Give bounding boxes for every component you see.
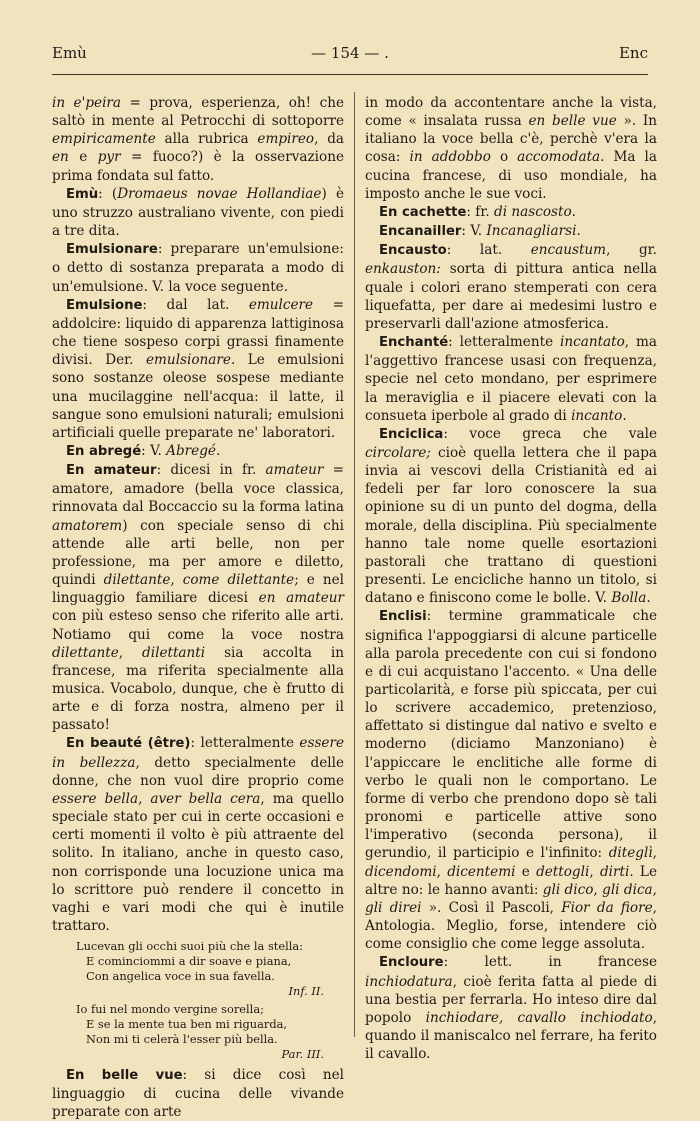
text-run: . bbox=[215, 442, 221, 459]
left-column bbox=[52, 94, 344, 1121]
entry-en-belle-vue bbox=[52, 1066, 344, 1121]
text-run: . Le altre no: le hanno avanti: bbox=[365, 863, 657, 898]
entry-en-cachette bbox=[365, 203, 657, 222]
italic-run: dilettante bbox=[52, 644, 119, 661]
text-run: . bbox=[646, 590, 651, 607]
italic-run: dilettante bbox=[103, 572, 171, 589]
header-right-word: Enc bbox=[618, 44, 648, 62]
italic-run: dicentemi bbox=[447, 863, 516, 880]
text-run: e bbox=[68, 149, 98, 166]
text-run: , bbox=[436, 863, 448, 880]
italic-run: aver bella cera bbox=[150, 790, 261, 807]
italic-run: come dilettante bbox=[182, 572, 295, 589]
headword: En amateur bbox=[66, 463, 157, 479]
text-run: = fuoco?) è la osservazione prima fondata sul fatto. bbox=[52, 149, 345, 184]
headword: En beauté (être) bbox=[66, 736, 191, 752]
italic-run: encaustum bbox=[530, 242, 607, 259]
verse-line: E se la mente tua ben mi riguarda, bbox=[86, 1017, 288, 1032]
italic-run: dirti bbox=[599, 863, 630, 880]
text-run: , quando il maniscalco nel ferrare, ha ferito il cavallo. bbox=[365, 1009, 658, 1063]
italic-run: Abregé bbox=[166, 442, 216, 459]
italic-run: pyr bbox=[97, 149, 121, 166]
text-run: , ma quello speciale stato per cui in certe occasioni e certi momenti il volto è più attraente del solito. In italiano, anche in questo caso, non corrisponde una locuzione unica ma lo scrittore può rendere il concetto in vaghi e vari modi che qui è inutile trattaro. bbox=[52, 790, 345, 935]
text-run: cioè quella lettera che il papa invia ai vescovi della Cristianità ed ai fedeli per far loro conoscere la sua opinione su di un punto del dogma, della morale, della disciplina. Più specialmente hanno tale nome quelle esortazioni pastorali che trattano di questioni presenti. Le encicliche hanno un titolo, si datano e finiscono come le bolle. V. bbox=[365, 444, 657, 607]
right-column bbox=[365, 94, 657, 1063]
italic-run: inchiodare, cavallo inchiodato bbox=[425, 1009, 653, 1026]
text-run: : dicesi in fr. bbox=[156, 462, 266, 479]
verse-line: Non mi ti celerà l'esser più bella. bbox=[86, 1031, 278, 1046]
text-run: : termine grammaticale che significa l'appoggiarsi di alcune particelle alla parola precedente con cui si fondono e di cui acquistano l'accento. « Una delle particolarità, e forse più spiccata, per cui lo scrivere accademico, pretenzioso, affettato si distingue dal nativo e svelto e moderno (diciamo Manzoniano) è l'appiccare le enclitiche alle forme di verbo le quali non le comportano. Le forme di verbo che prendono dopo sè tali pronomi e particelle attive sono l'imperativo (seconda persona), il gerundio, il participio e l'infinito: bbox=[365, 608, 657, 862]
header-rule bbox=[52, 74, 648, 75]
italic-run: en bbox=[52, 149, 69, 166]
running-header bbox=[52, 44, 648, 68]
headword: Emù bbox=[66, 186, 99, 202]
italic-run: diteglì bbox=[608, 845, 653, 862]
italic-run: empireo bbox=[257, 131, 315, 148]
text-run: : lett. in francese bbox=[443, 954, 657, 971]
entry-emu bbox=[52, 185, 344, 240]
entry-enclisi bbox=[365, 607, 657, 953]
italic-run: incanto bbox=[571, 407, 623, 424]
column-divider bbox=[354, 92, 355, 1037]
italic-run: en amateur bbox=[258, 590, 344, 607]
italic-run: Fior da fiore bbox=[561, 899, 653, 916]
italic-run: Bolla bbox=[611, 590, 647, 607]
verse-source bbox=[76, 1047, 344, 1062]
text-run: sorta di pittura antica nella quale i colori erano stemperati con cera liquefatta, per dare ai medesimi lustro e preservarli dall'azione atmosferica. bbox=[365, 261, 657, 332]
verse-source-text: Par. III. bbox=[281, 1046, 324, 1061]
italic-run: emulcere bbox=[248, 296, 314, 313]
italic-run: emulsionare bbox=[146, 352, 231, 369]
italic-run: circolare; bbox=[365, 444, 431, 461]
verse-source bbox=[76, 984, 344, 999]
verse-quote-inferno bbox=[76, 939, 344, 998]
entry-encloure bbox=[365, 953, 657, 1063]
italic-run: gli dico bbox=[542, 881, 594, 898]
text-run: alla rubrica bbox=[155, 131, 258, 148]
text-run: , detto specialmente delle donne, che non vuol dire proprio come bbox=[52, 754, 344, 789]
text-run: ». Così il Pascoli, bbox=[421, 899, 562, 916]
entry-continuation bbox=[365, 94, 657, 203]
italic-run: empiricamente bbox=[52, 131, 156, 148]
italic-run: dettogli bbox=[536, 863, 590, 880]
page-number: — 154 — . bbox=[311, 44, 389, 62]
headword: Encanailler bbox=[379, 224, 462, 240]
text-run: : ( bbox=[98, 185, 118, 202]
text-run: = amatore, amadore (bella voce classica, rinnovata dal Boccaccio su la forma latina bbox=[52, 462, 345, 516]
entry-en-abrege bbox=[52, 442, 344, 461]
entry-emulsionare bbox=[52, 240, 344, 295]
italic-run: essere bella bbox=[52, 790, 139, 807]
header-left-word: Emù bbox=[52, 44, 87, 62]
entry-enchante bbox=[365, 333, 657, 425]
verse-line: Lucevan gli occhi suoi più che la stella: bbox=[76, 939, 304, 954]
text-run: . bbox=[622, 407, 627, 424]
verse-line: Con angelica voce in sua favella. bbox=[86, 968, 275, 983]
entry-encausto bbox=[365, 241, 657, 333]
text-run: : si dice così nel linguaggio di cucina delle vivande preparate con arte bbox=[52, 1066, 344, 1120]
italic-run: accomodata bbox=[517, 149, 601, 166]
italic-run: gli direi bbox=[365, 899, 422, 916]
headword: En cachette bbox=[379, 204, 467, 220]
text-run: : fr. bbox=[466, 203, 494, 220]
headword: Emulsionare bbox=[66, 242, 158, 258]
text-run: : voce greca che vale bbox=[443, 425, 657, 442]
text-run: , ma l'aggettivo francese usasi con frequenza, specie nel ceto mondano, per esprimere la meraviglia e il piacere elevati con la consueta iperbole al grado di bbox=[365, 334, 657, 424]
headword: Emulsione bbox=[66, 297, 143, 313]
text-run: , bbox=[652, 845, 657, 862]
entry-en-beaute bbox=[52, 734, 344, 935]
text-run: sia accolta in francese, ma riferita specialmente alla musica. Vocabolo, dunque, che è frutto di arte e di forza nostra, almeno per il passato! bbox=[52, 644, 344, 734]
verse-line: E cominciommi a dir soave e piana, bbox=[86, 953, 292, 968]
text-run: : V. bbox=[461, 223, 487, 240]
text-run: o bbox=[490, 149, 518, 166]
text-run: ) con speciale senso di chi attende alle arti belle, non per professione, ma per amore e diletto, quindi bbox=[52, 517, 344, 589]
text-run: , bbox=[593, 881, 603, 898]
italic-run: en belle vue bbox=[528, 113, 617, 130]
italic-run: di nascosto bbox=[494, 203, 572, 220]
text-run: = prova, esperienza, oh! che saltò in mente al Petrocchi di sottoporre bbox=[52, 95, 344, 130]
headword: Enclisi bbox=[379, 609, 427, 625]
text-run: ». In italiano la voce bella c'è, perchè v'era la cosa: bbox=[365, 113, 657, 166]
italic-run: amateur bbox=[265, 462, 324, 479]
headword: En abregé bbox=[66, 443, 142, 459]
text-run: : dal lat. bbox=[142, 296, 249, 313]
italic-run: in e'peira bbox=[52, 95, 122, 111]
verse-quote-paradiso bbox=[76, 1002, 344, 1061]
text-run: . Ma la cucina francese, di uso mondiale, ha imposto anche le sue voci. bbox=[365, 149, 657, 202]
text-run: , bbox=[118, 644, 143, 661]
text-run: , gr. bbox=[606, 242, 657, 259]
italic-run: amatorem bbox=[52, 517, 123, 534]
text-run: : letteralmente bbox=[448, 334, 560, 351]
text-run: ; e nel linguaggio familiare dicesi bbox=[52, 572, 344, 607]
italic-run: essere in bellezza bbox=[52, 735, 345, 771]
text-run: , cioè ferita fatta al piede di una bestia per ferrarla. Ho inteso dire dal popolo bbox=[365, 973, 657, 1026]
text-run: : lat. bbox=[446, 242, 531, 259]
text-run: = addolcire: liquido di apparenza lattiginosa che tiene sospeso corpi grassi finamente divisi. Der. bbox=[52, 296, 344, 369]
italic-run: inchiodatura bbox=[365, 973, 453, 990]
italic-run: dilettanti bbox=[142, 644, 206, 661]
italic-run: gli dica bbox=[602, 881, 653, 898]
entry-enciclica bbox=[365, 425, 657, 608]
text-run: in modo da accontentare anche la vista, come « insalata russa bbox=[365, 95, 657, 130]
text-run: , bbox=[589, 863, 600, 880]
text-run: , bbox=[170, 572, 183, 589]
text-run: e bbox=[515, 863, 537, 880]
italic-run: Dromaeus novae Hollandiae bbox=[117, 185, 322, 202]
entry-continuation bbox=[52, 94, 344, 185]
italic-run: incantato bbox=[560, 334, 625, 351]
headword: Enchanté bbox=[379, 335, 449, 351]
text-run: , Antologia. Meglio, forse, intendere ciò come consiglio che come legge assoluta. bbox=[365, 899, 657, 953]
italic-run: enkauston: bbox=[365, 261, 441, 278]
text-run: . Le emulsioni sono sostanze oleose sospese mediante una mucilaggine nell'acqua: il latte, il sangue sono emulsioni naturali; emulsioni artificiali quelle preparate ne' laboratori. bbox=[52, 352, 344, 441]
headword: Encloure bbox=[379, 955, 444, 971]
text-run: : preparare un'emulsione: o detto di sostanza preparata a modo di un'emulsione. V. la voce seguente. bbox=[52, 241, 344, 295]
verse-line: Io fui nel mondo vergine sorella; bbox=[76, 1002, 264, 1017]
text-run: . bbox=[576, 223, 581, 240]
text-run: con più esteso senso che riferito alle arti. Notiamo qui come la voce nostra bbox=[52, 608, 344, 643]
text-run: : V. bbox=[141, 442, 167, 459]
text-run: ) è uno struzzo australiano vivente, con piedi a tre dita. bbox=[52, 185, 344, 240]
entry-en-amateur bbox=[52, 461, 344, 734]
text-run: , bbox=[138, 790, 151, 807]
entry-encanailler bbox=[365, 222, 657, 241]
entry-emulsione bbox=[52, 296, 344, 442]
text-run: : letteralmente bbox=[190, 735, 300, 752]
headword: Encausto bbox=[379, 243, 447, 259]
italic-run: in addobbo bbox=[409, 149, 491, 166]
verse-source-text: Inf. II. bbox=[288, 983, 324, 998]
italic-run: Incanagliarsi bbox=[486, 223, 577, 240]
text-run: . bbox=[571, 203, 576, 220]
text-run: , da bbox=[314, 131, 344, 148]
italic-run: dicendomi bbox=[365, 863, 437, 880]
text-run: , bbox=[652, 881, 657, 898]
headword: Enciclica bbox=[379, 426, 444, 442]
headword: En belle vue bbox=[66, 1067, 183, 1083]
